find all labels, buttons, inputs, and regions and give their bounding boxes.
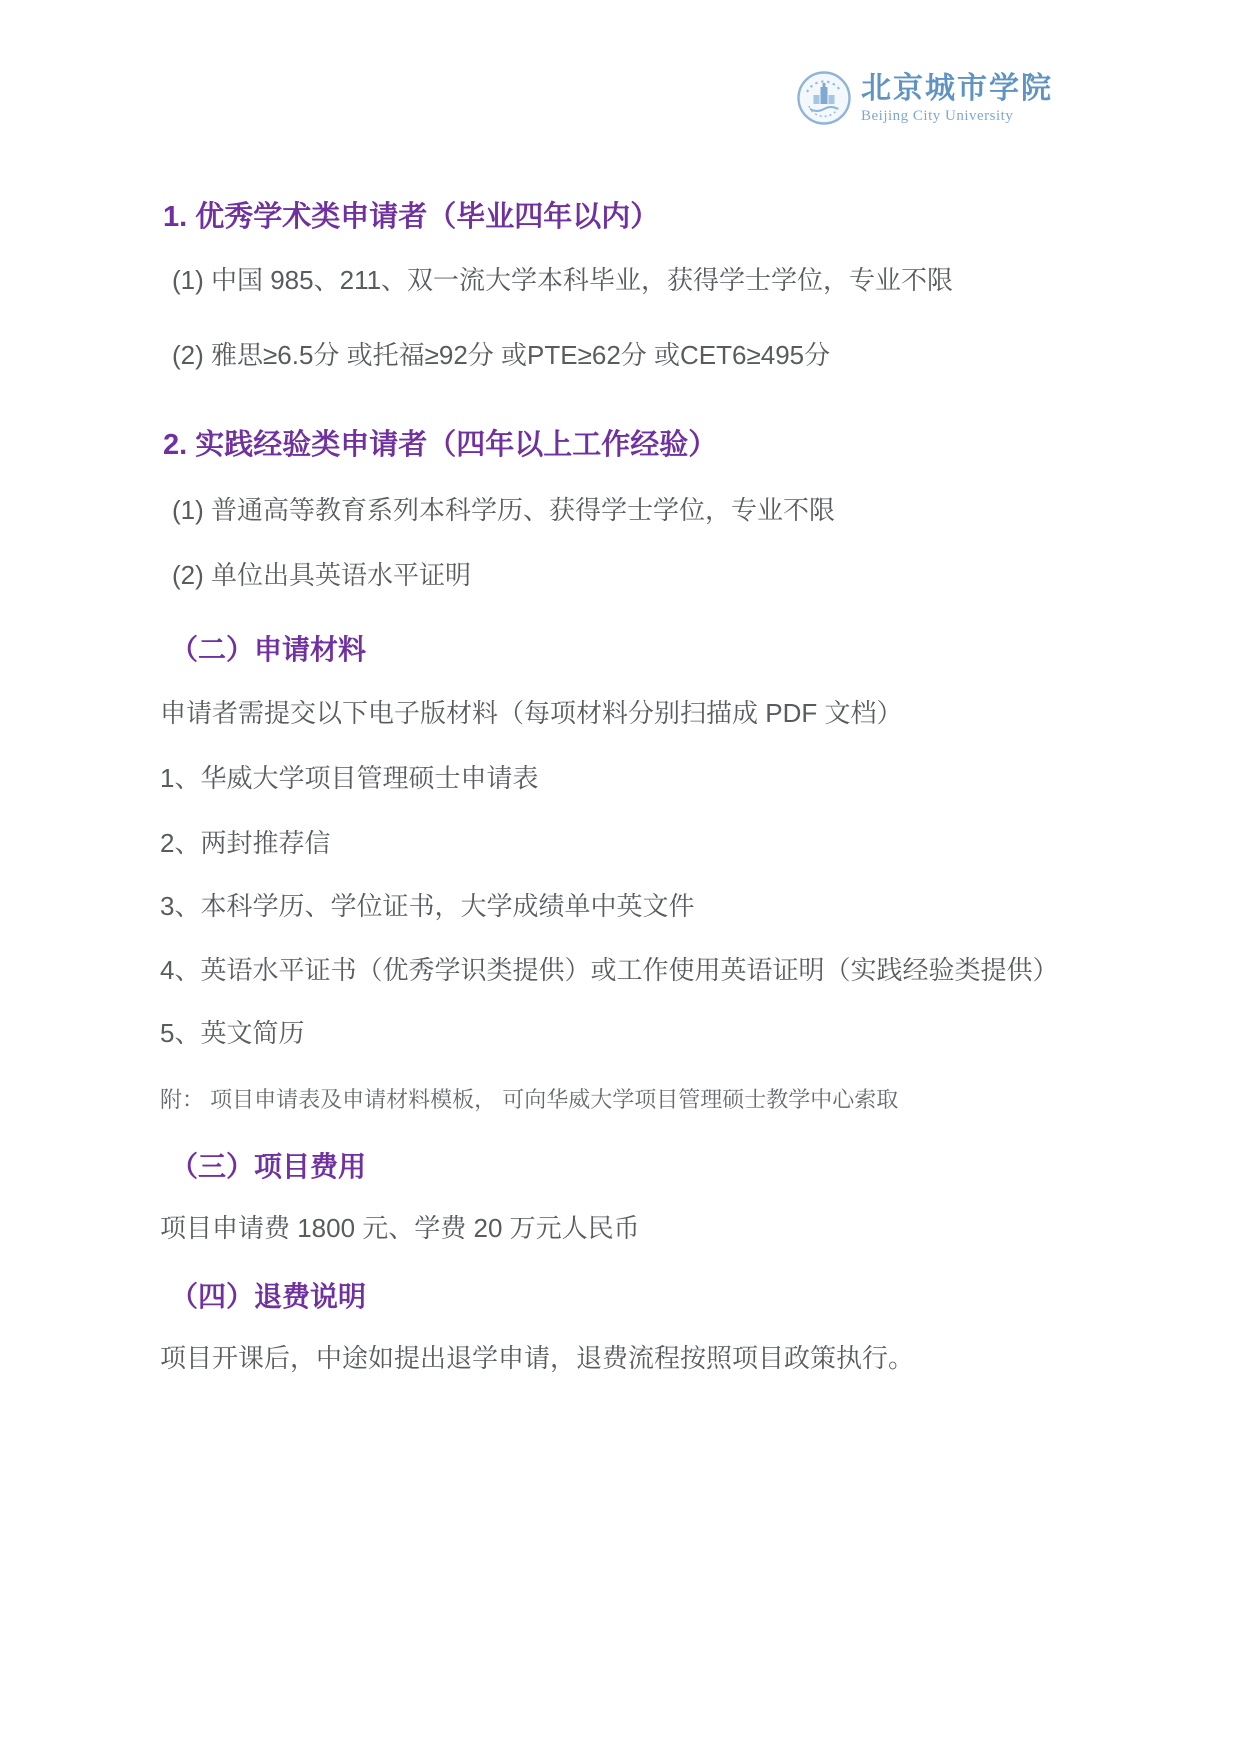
material-item-4: 4、英语水平证书（优秀学识类提供）或工作使用英语证明（实践经验类提供） [160, 955, 1059, 985]
practical-requirement-1: (1) 普通高等教育系列本科学历、获得学士学位，专业不限 [172, 495, 836, 525]
materials-note: 附： 项目申请表及申请材料模板， 可向华威大学项目管理硕士教学中心索取 [160, 1087, 899, 1112]
material-item-1: 1、华威大学项目管理硕士申请表 [160, 763, 539, 793]
refund-heading: （四）退费说明 [170, 1281, 367, 1312]
fees-heading: （三）项目费用 [170, 1151, 367, 1182]
refund-text: 项目开课后，中途如提出退学申请，退费流程按照项目政策执行。 [160, 1343, 915, 1373]
section-2-heading: 2. 实践经验类申请者（四年以上工作经验） [163, 429, 718, 461]
fees-text: 项目申请费 1800 元、学费 20 万元人民币 [160, 1213, 640, 1243]
academic-requirement-2: (2) 雅思≥6.5分 或托福≥92分 或PTE≥62分 或CET6≥495分 [172, 340, 831, 370]
material-item-3: 3、本科学历、学位证书，大学成绩单中英文件 [160, 891, 695, 921]
materials-heading: （二）申请材料 [170, 634, 367, 665]
university-name-en: Beijing City University [861, 108, 1014, 124]
material-item-2: 2、两封推荐信 [160, 828, 331, 858]
university-name-zh: 北京城市学院 [861, 72, 1053, 105]
material-item-5: 5、英文简历 [160, 1018, 305, 1048]
academic-requirement-1: (1) 中国 985、211、双一流大学本科毕业，获得学士学位，专业不限 [172, 265, 954, 295]
practical-requirement-2: (2) 单位出具英语水平证明 [172, 560, 472, 590]
section-1-heading: 1. 优秀学术类申请者（毕业四年以内） [163, 201, 660, 233]
materials-intro: 申请者需提交以下电子版材料（每项材料分别扫描成 PDF 文档） [160, 698, 903, 728]
